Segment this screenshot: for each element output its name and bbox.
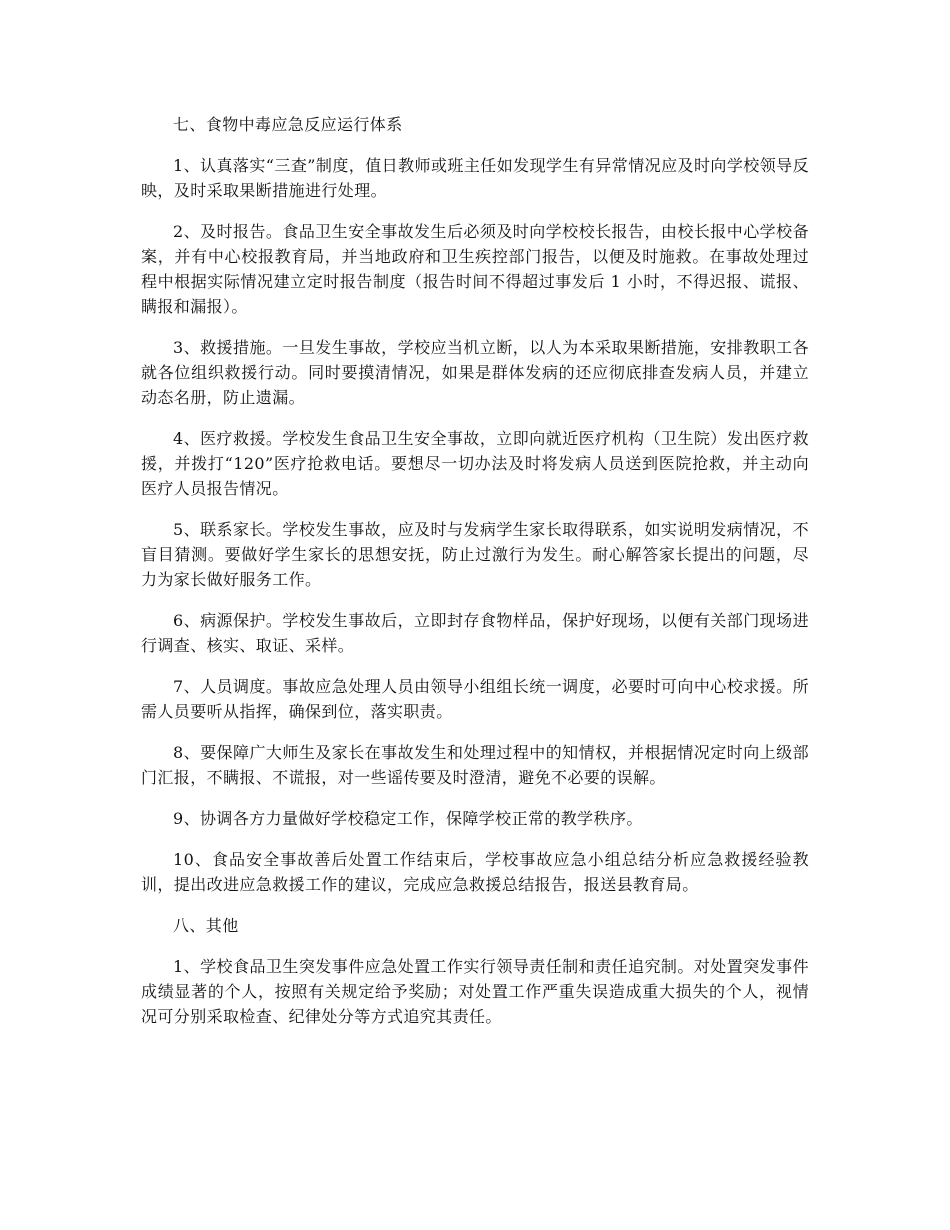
paragraph-8-1: 1、学校食品卫生突发事件应急处置工作实行领导责任制和责任追究制。对处置突发事件成绩显著的个人，按照有关规定给予奖励；对处置工作严重失误造成重大损失的个人，视情况可分别采取检查、纪律处分等方式追究其责任。	[141, 957, 809, 1026]
paragraph-7-9: 9、协调各方力量做好学校稳定工作，保障学校正常的教学秩序。	[173, 809, 643, 828]
document-page	[141, 112, 809, 1029]
paragraph-7-2: 2、及时报告。食品卫生安全事故发生后必须及时向学校校长报告，由校长报中心学校备案，并有中心校报教育局，并当地政府和卫生疾控部门报告，以便及时施救。在事故处理过程中根据实际情况建立定时报告制度（报告时间不得超过事发后 1 小时，不得迟报、谎报、瞒报和漏报）。	[141, 222, 809, 316]
paragraph-7-8: 8、要保障广大师生及家长在事故发生和处理过程中的知情权，并根据情况定时向上级部门汇报，不瞒报、不谎报，对一些谣传要及时澄清，避免不必要的误解。	[141, 743, 809, 787]
section-heading-7: 七、食物中毒应急反应运行体系	[173, 115, 403, 134]
paragraph-7-6: 6、病源保护。学校发生事故后，立即封存食物样品，保护好现场，以便有关部门现场进行调查、核实、取证、采样。	[141, 611, 809, 655]
paragraph-7-1: 1、认真落实“三查”制度，值日教师或班主任如发现学生有异常情况应及时向学校领导反映，及时采取果断措施进行处理。	[141, 156, 809, 200]
paragraph-7-10: 10、食品安全事故善后处置工作结束后，学校事故应急小组总结分析应急救援经验教训，提出改进应急救援工作的建议，完成应急救援总结报告，报送县教育局。	[141, 850, 809, 894]
paragraph-7-7: 7、人员调度。事故应急处理人员由领导小组组长统一调度，必要时可向中心校求援。所需人员要听从指挥，确保到位，落实职责。	[141, 677, 809, 721]
paragraph-7-3: 3、救援措施。一旦发生事故，学校应当机立断，以人为本采取果断措施，安排教职工各就各位组织救援行动。同时要摸清情况，如果是群体发病的还应彻底排查发病人员，并建立动态名册，防止遗漏。	[141, 338, 809, 407]
paragraph-7-5: 5、联系家长。学校发生事故，应及时与发病学生家长取得联系，如实说明发病情况，不盲目猜测。要做好学生家长的思想安抚，防止过激行为发生。耐心解答家长提出的问题，尽力为家长做好服务工作。	[141, 520, 809, 589]
section-heading-8: 八、其他	[173, 916, 239, 935]
paragraph-7-4: 4、医疗救援。学校发生食品卫生安全事故，立即向就近医疗机构（卫生院）发出医疗救援，并拨打“120”医疗抢救电话。要想尽一切办法及时将发病人员送到医院抢救，并主动向医疗人员报告情况。	[141, 429, 809, 498]
